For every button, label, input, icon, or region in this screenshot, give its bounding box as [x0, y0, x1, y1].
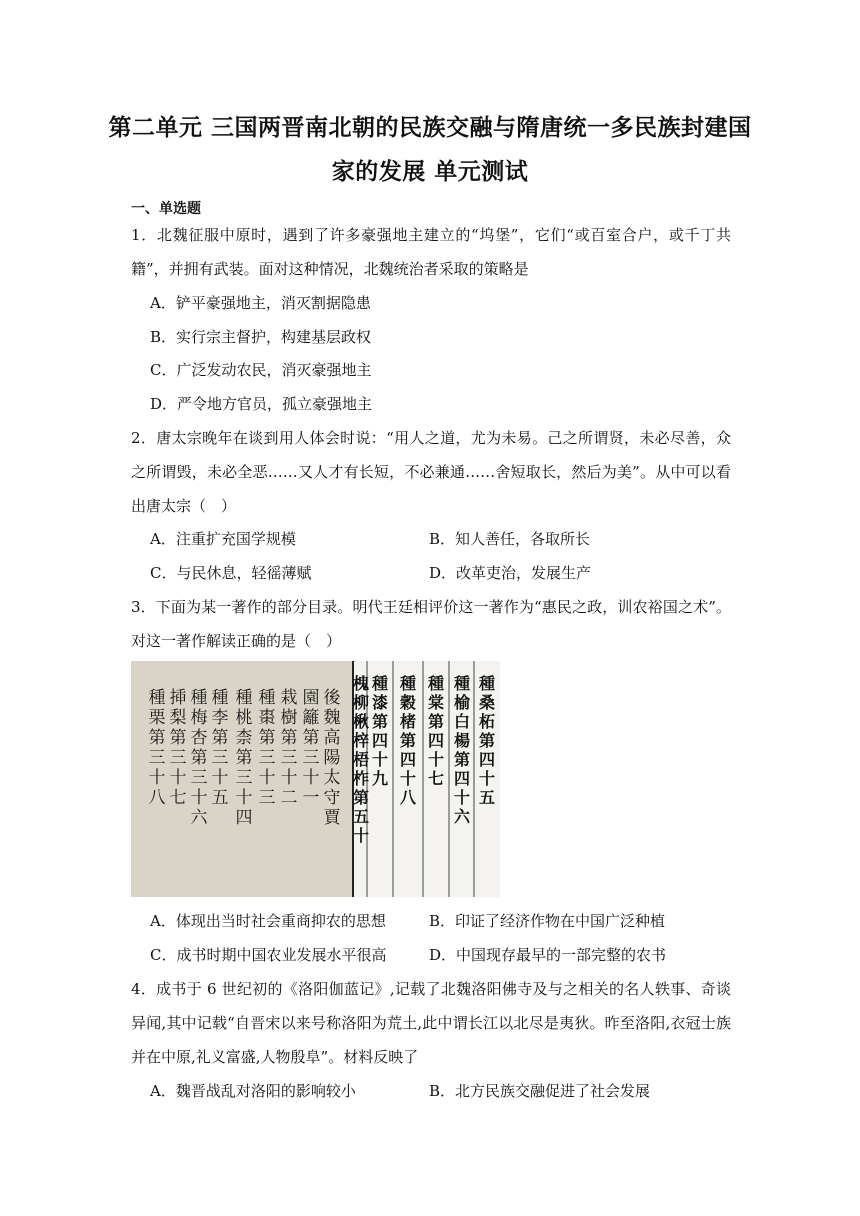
left-page-char: 二 — [280, 788, 298, 808]
section-heading: 一、单选题 — [131, 201, 201, 217]
right-page-char: 白 — [453, 712, 471, 731]
question-4-text: 4．成书于 6 世纪初的《洛阳伽蓝记》,记载了北魏洛阳佛寺及与之相关的名人轶事、奇谈 — [131, 980, 731, 998]
question-3-text: 3．下面为某一著作的部分目录。明代王廷相评价这一著作为“惠民之政，训农裕国之术”。 — [131, 598, 731, 616]
left-page-char: 五 — [211, 788, 229, 808]
right-page-char: 十 — [352, 826, 370, 845]
right-page-char: 四 — [453, 769, 471, 788]
left-page-char: 揷 — [169, 688, 187, 708]
right-page-char: 梧 — [352, 750, 370, 769]
q2-option-d: D．改革吏治，发展生产 — [429, 564, 592, 582]
left-page-char: 三 — [148, 748, 166, 768]
left-page-char: 太 — [323, 768, 341, 788]
q3-option-b: B．印证了经济作物在中国广泛种植 — [429, 912, 666, 930]
right-page-char: 第 — [453, 750, 471, 769]
q3-option-a: A．体现出当时社会重商抑农的思想 — [150, 912, 386, 930]
right-page-char: 柞 — [352, 769, 370, 788]
left-page-char: 第 — [211, 728, 229, 748]
left-page-char: 魏 — [323, 708, 341, 728]
left-page-char: 種 — [235, 688, 253, 708]
left-page-char: 賈 — [323, 808, 341, 828]
left-page-char: 一 — [302, 788, 320, 808]
left-page-char: 七 — [169, 788, 187, 808]
right-page-char: 五 — [352, 807, 370, 826]
right-page-char: 五 — [478, 788, 496, 807]
right-page-char: 種 — [371, 674, 389, 693]
left-page-char: 十 — [190, 788, 208, 808]
right-page-char: 第 — [399, 731, 417, 750]
left-page-char: 第 — [148, 728, 166, 748]
left-page-char: 第 — [190, 748, 208, 768]
left-page-char: 八 — [148, 788, 166, 808]
q2-option-b: B．知人善任，各取所长 — [429, 530, 591, 548]
right-page-char: 七 — [427, 769, 445, 788]
left-page-char: 李 — [211, 708, 229, 728]
left-page-char: 第 — [302, 728, 320, 748]
q1-option-b: B．实行宗主督护，构建基层政权 — [150, 328, 372, 346]
q1-option-d: D．严令地方官员，孤立豪强地主 — [150, 395, 373, 413]
left-page-char: 十 — [211, 768, 229, 788]
left-page-char: 種 — [148, 688, 166, 708]
left-page-char: 陽 — [323, 748, 341, 768]
left-page-char: 三 — [211, 748, 229, 768]
left-page-char: 四 — [235, 808, 253, 828]
question-2-text: 之所谓毁，未必全恶……又人才有长短，不必兼通……舍短取长，然后为美”。从中可以看 — [131, 463, 731, 481]
left-page-char: 第 — [169, 728, 187, 748]
right-page-char: 四 — [478, 750, 496, 769]
q4-option-a: A．魏晋战乱对洛阳的影响较小 — [150, 1082, 356, 1100]
question-1-text: 籍”，并拥有武装。面对这种情况，北魏统治者采取的策略是 — [131, 260, 529, 278]
right-page-char: 種 — [399, 674, 417, 693]
left-page-char: 種 — [258, 688, 276, 708]
q2-option-a: A．注重扩充国学规模 — [150, 530, 296, 548]
left-page-char: 十 — [235, 788, 253, 808]
document-title-line1: 第二单元 三国两晋南北朝的民族交融与隋唐统一多民族封建国 — [108, 115, 752, 141]
left-page-char: 守 — [323, 788, 341, 808]
ancient-book-table-of-contents-image — [131, 661, 500, 897]
left-page-char: 三 — [235, 768, 253, 788]
left-page-char: 種 — [190, 688, 208, 708]
left-page-char: 栗 — [148, 708, 166, 728]
right-page-char: 楊 — [453, 731, 471, 750]
left-page-char: 三 — [258, 748, 276, 768]
right-page-char: 楮 — [399, 712, 417, 731]
right-page-char: 漆 — [371, 693, 389, 712]
right-page-char: 棠 — [427, 693, 445, 712]
right-page-char: 十 — [478, 769, 496, 788]
right-page-char: 種 — [478, 674, 496, 693]
right-page-char: 梓 — [352, 731, 370, 750]
right-page-char: 四 — [371, 731, 389, 750]
left-page-char: 三 — [169, 748, 187, 768]
left-page-char: 桃 — [235, 708, 253, 728]
question-4-text: 并在中原,礼义富盛,人物殷阜”。材料反映了 — [131, 1048, 419, 1066]
left-page-char: 十 — [148, 768, 166, 788]
left-page-char: 六 — [190, 808, 208, 828]
left-page-char: 十 — [302, 768, 320, 788]
question-1-text: 1．北魏征服中原时，遇到了许多豪强地主建立的“坞堡”，它们“或百室合户，或千丁共 — [131, 226, 731, 244]
question-2-text: 出唐太宗（ ） — [131, 497, 237, 515]
left-page-char: 栽 — [280, 688, 298, 708]
right-page-char: 十 — [371, 750, 389, 769]
document-title-line2: 家的发展 单元测试 — [331, 159, 529, 185]
right-page-char: 桑 — [478, 693, 496, 712]
left-page-char: 十 — [258, 768, 276, 788]
left-page-char: 園 — [302, 688, 320, 708]
right-page-char: 十 — [453, 788, 471, 807]
q4-option-b: B．北方民族交融促进了社会发展 — [429, 1082, 651, 1100]
left-page-columns — [149, 688, 342, 828]
q3-option-d: D．中国现存最早的一部完整的农书 — [429, 946, 667, 964]
left-page-char: 三 — [280, 748, 298, 768]
question-2-text: 2．唐太宗晚年在谈到用人体会时说：“用人之道，尤为未易。己之所谓贤，未必尽善，众 — [131, 429, 731, 447]
left-page-char: 三 — [258, 788, 276, 808]
left-page-char: 棗 — [258, 708, 276, 728]
right-page-char: 四 — [399, 750, 417, 769]
right-page-char: 第 — [478, 731, 496, 750]
right-page-char: 十 — [427, 750, 445, 769]
right-page-char: 第 — [371, 712, 389, 731]
left-page-char: 十 — [280, 768, 298, 788]
right-page-char: 第 — [427, 712, 445, 731]
left-page-char: 梨 — [169, 708, 187, 728]
right-page-char: 榆 — [453, 693, 471, 712]
q1-option-c: C．广泛发动农民，消灭豪强地主 — [150, 361, 372, 379]
left-page-char: 柰 — [235, 728, 253, 748]
left-page-char: 第 — [235, 748, 253, 768]
left-page-char: 樹 — [280, 708, 298, 728]
right-page-char: 六 — [453, 807, 471, 826]
right-page-char: 第 — [352, 788, 370, 807]
q1-option-a: A．铲平豪强地主，消灭割据隐患 — [150, 294, 371, 312]
right-page-char: 種 — [427, 674, 445, 693]
right-page-char: 八 — [399, 788, 417, 807]
q3-option-c: C．成书时期中国农业发展水平很高 — [150, 946, 387, 964]
left-page-char: 杏 — [190, 728, 208, 748]
left-page-char: 高 — [323, 728, 341, 748]
right-page-char: 十 — [399, 769, 417, 788]
right-page-char: 楸 — [352, 712, 370, 731]
left-page-char: 梅 — [190, 708, 208, 728]
left-page-char: 三 — [190, 768, 208, 788]
left-page-char: 三 — [302, 748, 320, 768]
left-page-char: 十 — [169, 768, 187, 788]
question-3-text: 对这一著作解读正确的是（ ） — [131, 632, 342, 650]
left-page-char: 籬 — [302, 708, 320, 728]
left-page-char: 後 — [323, 688, 341, 708]
left-page-char: 第 — [280, 728, 298, 748]
right-page-char: 種 — [453, 674, 471, 693]
right-page-char: 槐 — [352, 674, 370, 693]
question-4-text: 异闻,其中记载“自晋宋以来号称洛阳为荒土,此中谓长江以北尽是夷狄。昨至洛阳,衣冠士族 — [131, 1014, 731, 1032]
q2-option-c: C．与民休息，轻徭薄赋 — [150, 564, 312, 582]
right-page-char: 柘 — [478, 712, 496, 731]
right-page-char: 四 — [427, 731, 445, 750]
right-page-char: 穀 — [399, 693, 417, 712]
right-page-char: 九 — [371, 769, 389, 788]
left-page-char: 第 — [258, 728, 276, 748]
left-page-char: 種 — [211, 688, 229, 708]
right-page-char: 柳 — [352, 693, 370, 712]
